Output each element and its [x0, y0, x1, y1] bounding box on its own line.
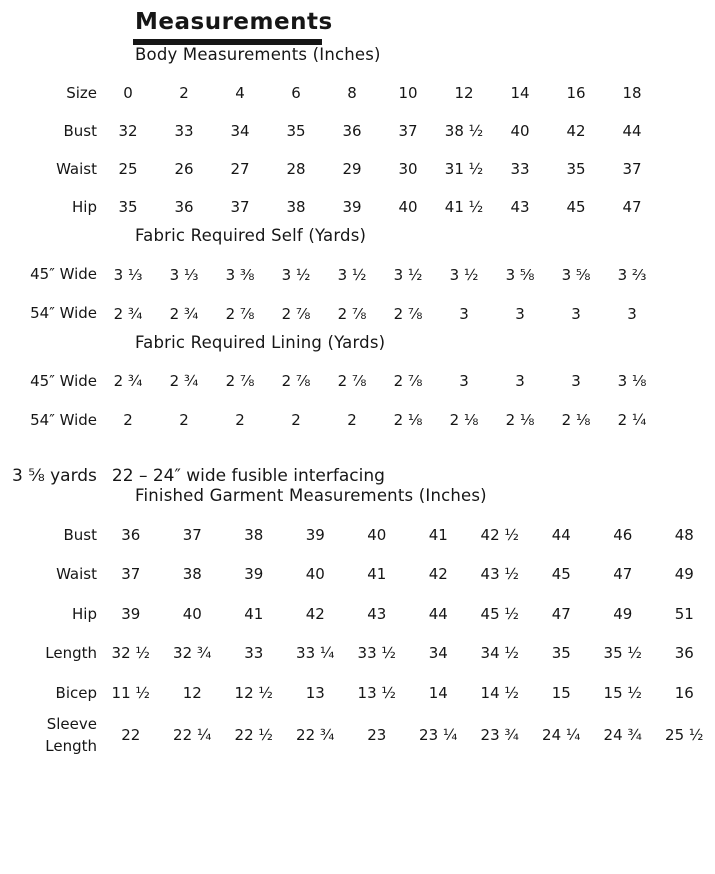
table-cell: 3 ⅓	[169, 265, 199, 284]
table-cell: 28	[286, 160, 306, 179]
table-cell: 2	[179, 411, 189, 430]
table-cell: 44	[428, 604, 448, 623]
row-label: 45″ Wide	[30, 372, 97, 391]
table-row	[0, 112, 660, 150]
table-cell: 16	[674, 683, 694, 702]
body-measurements-table	[0, 74, 660, 226]
table-cell: 42	[305, 604, 325, 623]
table-cell: 22 ¾	[296, 726, 335, 745]
table-cell: 32	[118, 122, 138, 141]
table-cell: 2 ⅛	[449, 411, 479, 430]
table-cell: 34	[428, 644, 448, 663]
table-cell: 2 ⅞	[225, 304, 255, 323]
table-cell: 44	[622, 122, 642, 141]
table-cell: 2	[123, 411, 133, 430]
table-cell: 27	[230, 160, 250, 179]
table-cell: 2 ¾	[113, 304, 143, 323]
table-cell: 3	[459, 372, 469, 391]
finished-garment-heading: Finished Garment Measurements (Inches)	[135, 486, 487, 506]
table-cell: 22	[121, 726, 141, 745]
table-cell: 32 ½	[111, 644, 150, 663]
table-cell: 2 ⅞	[337, 372, 367, 391]
table-row	[0, 673, 715, 713]
table-cell: 2 ⅛	[561, 411, 591, 430]
table-cell: 2 ¾	[169, 372, 199, 391]
table-cell: 45 ½	[480, 604, 519, 623]
table-cell: 3 ½	[281, 265, 311, 284]
table-cell: 38	[244, 525, 264, 544]
table-cell: 26	[174, 160, 194, 179]
fabric-self-heading: Fabric Required Self (Yards)	[135, 226, 367, 246]
table-cell: 25 ½	[665, 726, 704, 745]
table-cell: 3	[571, 372, 581, 391]
table-cell: 23 ¼	[419, 726, 458, 745]
table-cell: 34 ½	[480, 644, 519, 663]
table-cell: 40	[510, 122, 530, 141]
table-cell: 35	[286, 122, 306, 141]
table-cell: 33	[244, 644, 264, 663]
table-cell: 3 ½	[337, 265, 367, 284]
row-label: 45″ Wide	[30, 265, 97, 284]
table-cell: 6	[291, 84, 301, 103]
table-cell: 40	[305, 565, 325, 584]
interfacing-description: 22 – 24″ wide fusible interfacing	[111, 465, 385, 486]
table-cell: 32 ¾	[173, 644, 212, 663]
table-row	[0, 634, 715, 674]
table-cell: 2	[291, 411, 301, 430]
table-cell: 10	[398, 84, 418, 103]
table-cell: 3	[515, 372, 525, 391]
table-cell: 13 ½	[357, 683, 396, 702]
table-cell: 40	[367, 525, 387, 544]
table-cell: 37	[182, 525, 202, 544]
table-cell: 39	[244, 565, 264, 584]
table-cell: 23	[367, 726, 387, 745]
interfacing-note	[12, 466, 715, 486]
table-cell: 2 ⅞	[225, 372, 255, 391]
table-cell: 34	[230, 122, 250, 141]
table-cell: 2 ¾	[169, 304, 199, 323]
table-cell: 33 ¼	[296, 644, 335, 663]
row-label: Bust	[63, 121, 97, 140]
table-cell: 3	[515, 304, 525, 323]
table-cell: 11 ½	[111, 683, 150, 702]
table-cell: 29	[342, 160, 362, 179]
table-cell: 2	[179, 84, 189, 103]
table-cell: 24 ¾	[603, 726, 642, 745]
table-cell: 2	[235, 411, 245, 430]
table-cell: 35 ½	[603, 644, 642, 663]
table-cell: 37	[121, 565, 141, 584]
row-label: Hip	[72, 197, 97, 216]
table-cell: 18	[622, 84, 642, 103]
row-label: Waist	[56, 565, 97, 584]
table-cell: 33	[510, 160, 530, 179]
table-cell: 12	[454, 84, 474, 103]
table-cell: 36	[674, 644, 694, 663]
table-cell: 2 ⅛	[393, 411, 423, 430]
table-cell: 47	[613, 565, 633, 584]
table-cell: 43 ½	[480, 565, 519, 584]
section-finished-garment	[0, 486, 715, 757]
table-cell: 2 ¾	[113, 372, 143, 391]
table-cell: 41 ½	[444, 198, 484, 217]
table-cell: 30	[398, 160, 418, 179]
table-cell: 2 ⅞	[393, 372, 423, 391]
table-cell: 39	[121, 604, 141, 623]
table-cell: 3 ⅔	[617, 265, 647, 284]
table-cell: 36	[174, 198, 194, 217]
table-cell: 37	[398, 122, 418, 141]
table-cell: 42 ½	[480, 525, 519, 544]
table-cell: 24 ¼	[542, 726, 581, 745]
finished-garment-table	[0, 515, 715, 758]
table-cell: 2 ⅞	[281, 304, 311, 323]
table-row	[0, 555, 715, 595]
table-cell: 35	[118, 198, 138, 217]
table-cell: 3 ⅛	[617, 372, 647, 391]
table-cell: 35	[551, 644, 571, 663]
table-cell: 44	[551, 525, 571, 544]
table-cell: 31 ½	[444, 160, 484, 179]
table-cell: 47	[551, 604, 571, 623]
table-cell: 51	[674, 604, 694, 623]
table-cell: 43	[367, 604, 387, 623]
table-cell: 40	[182, 604, 202, 623]
table-cell: 22 ¼	[173, 726, 212, 745]
table-cell: 46	[613, 525, 633, 544]
table-cell: 39	[342, 198, 362, 217]
row-label: 54″ Wide	[30, 304, 97, 323]
table-cell: 38 ½	[444, 122, 484, 141]
table-cell: 41	[244, 604, 264, 623]
interfacing-quantity: 3 ⅝ yards	[12, 465, 97, 486]
fabric-self-table	[0, 255, 660, 333]
table-cell: 43	[510, 198, 530, 217]
table-cell: 3 ½	[393, 265, 423, 284]
table-cell: 37	[230, 198, 250, 217]
table-row	[0, 74, 660, 112]
page-title: Measurements	[135, 9, 333, 35]
table-cell: 36	[342, 122, 362, 141]
row-label: Bicep	[55, 683, 97, 702]
table-cell: 39	[305, 525, 325, 544]
table-cell: 2 ⅞	[337, 304, 367, 323]
table-cell: 3 ⅓	[113, 265, 143, 284]
table-row	[0, 401, 660, 440]
fabric-lining-table	[0, 362, 660, 440]
row-label: 54″ Wide	[30, 411, 97, 430]
table-cell: 16	[566, 84, 586, 103]
table-row	[0, 294, 660, 333]
table-cell: 3 ⅝	[561, 265, 591, 284]
table-cell: 2 ⅞	[281, 372, 311, 391]
table-row	[0, 515, 715, 555]
table-cell: 3 ⅝	[505, 265, 535, 284]
row-label: Length	[45, 644, 97, 663]
table-row	[0, 150, 660, 188]
table-cell: 2 ¼	[617, 411, 647, 430]
row-label: Waist	[56, 159, 97, 178]
table-cell: 2	[347, 411, 357, 430]
table-cell: 0	[123, 84, 133, 103]
table-cell: 49	[674, 565, 694, 584]
table-cell: 14	[428, 683, 448, 702]
table-cell: 37	[622, 160, 642, 179]
table-cell: 14	[510, 84, 530, 103]
table-cell: 38	[182, 565, 202, 584]
row-label: Size	[66, 83, 97, 102]
table-cell: 33	[174, 122, 194, 141]
table-row	[0, 255, 660, 294]
fabric-lining-heading: Fabric Required Lining (Yards)	[135, 333, 386, 353]
table-cell: 3 ½	[449, 265, 479, 284]
table-cell: 45	[566, 198, 586, 217]
table-cell: 35	[566, 160, 586, 179]
table-row	[0, 713, 715, 758]
table-cell: 3	[459, 304, 469, 323]
section-fabric-self	[0, 226, 715, 333]
body-measurements-heading: Body Measurements (Inches)	[135, 45, 381, 65]
table-cell: 23 ¾	[480, 726, 519, 745]
table-cell: 2 ⅛	[505, 411, 535, 430]
table-cell: 47	[622, 198, 642, 217]
table-row	[0, 594, 715, 634]
table-cell: 8	[347, 84, 357, 103]
row-label: Bust	[63, 525, 97, 544]
table-row	[0, 188, 660, 226]
table-cell: 22 ½	[234, 726, 273, 745]
table-cell: 4	[235, 84, 245, 103]
table-cell: 25	[118, 160, 138, 179]
measurements-page	[0, 9, 715, 874]
table-cell: 15 ½	[603, 683, 642, 702]
table-cell: 41	[367, 565, 387, 584]
section-fabric-lining	[0, 333, 715, 440]
table-cell: 14 ½	[480, 683, 519, 702]
table-cell: 42	[566, 122, 586, 141]
table-cell: 45	[551, 565, 571, 584]
table-cell: 15	[551, 683, 571, 702]
table-cell: 36	[121, 525, 141, 544]
section-body-measurements	[0, 45, 715, 226]
table-cell: 48	[674, 525, 694, 544]
table-cell: 33 ½	[357, 644, 396, 663]
table-cell: 3 ⅜	[225, 265, 255, 284]
table-cell: 2 ⅞	[393, 304, 423, 323]
table-cell: 40	[398, 198, 418, 217]
table-cell: 38	[286, 198, 306, 217]
row-label: Sleeve Length	[45, 714, 97, 756]
table-row	[0, 362, 660, 401]
table-cell: 13	[305, 683, 325, 702]
row-label: Hip	[72, 604, 97, 623]
table-cell: 41	[428, 525, 448, 544]
table-cell: 49	[613, 604, 633, 623]
table-cell: 12 ½	[234, 683, 273, 702]
table-cell: 12	[182, 683, 202, 702]
table-cell: 3	[571, 304, 581, 323]
table-cell: 3	[627, 304, 637, 323]
table-cell: 42	[428, 565, 448, 584]
